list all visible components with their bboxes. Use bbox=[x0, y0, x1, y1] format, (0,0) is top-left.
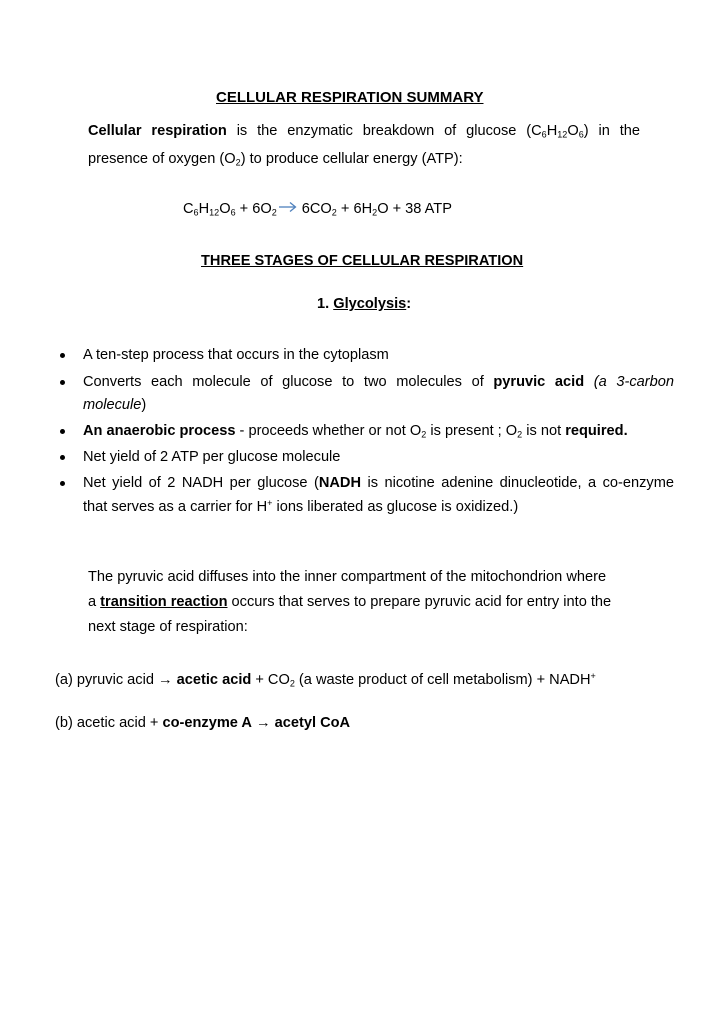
intro-line-1: Cellular respiration is the enzymatic breakdown of glucose $(C_6H_{12}O_6)$ in the bbox=[88, 123, 640, 140]
reaction-b: (b) acetic acid + co-enzyme A → acetyl CoA bbox=[55, 715, 351, 731]
list-item: Converts each molecule of glucose to two molecules of pyruvic acid (a 3-carbon bbox=[83, 374, 674, 390]
list-item: A ten-step process that occurs in the cytoplasm bbox=[83, 347, 389, 363]
transition-line-1: The pyruvic acid diffuses into the inner compartment of the mitochondrion where bbox=[88, 569, 607, 585]
list-item-continuation: molecule) bbox=[83, 397, 147, 413]
list-item: Net yield of 2 ATP per glucose molecule bbox=[83, 449, 341, 465]
bullet-icon bbox=[60, 455, 65, 460]
respiration-equation: $C_6H_{12}O_6 + 6O_2$ $6CO_2 + 6H_2O + 38$ ATP bbox=[183, 201, 452, 218]
bullet-icon bbox=[60, 481, 65, 486]
transition-line-3: next stage of respiration: bbox=[88, 619, 248, 635]
page-title: CELLULAR RESPIRATION SUMMARY bbox=[216, 89, 484, 106]
bullet-icon bbox=[60, 380, 65, 385]
list-item: An anaerobic process - proceeds whether or not $O_2$ is present ; $O_2$ is not required. bbox=[83, 423, 628, 440]
bullet-icon bbox=[60, 353, 65, 358]
intro-line-2: presence of oxygen $(O_2)$ to produce cellular energy (ATP): bbox=[88, 151, 463, 168]
bullet-icon bbox=[60, 429, 65, 434]
reaction-a: (a) pyruvic acid → acetic acid + $CO_2$ (a waste product of cell metabolism) + NADH+ bbox=[55, 671, 596, 689]
list-item-continuation: that serves as a carrier for H+ ions liberated as glucose is oxidized.) bbox=[83, 498, 519, 515]
right-arrow-icon bbox=[278, 201, 298, 217]
list-item: Net yield of 2 NADH per glucose (NADH is nicotine adenine dinucleotide, a co-enzyme bbox=[83, 475, 674, 491]
glycolysis-heading: 1. Glycolysis: bbox=[317, 296, 412, 312]
intro-term: Cellular respiration bbox=[88, 123, 227, 139]
stages-heading: THREE STAGES OF CELLULAR RESPIRATION bbox=[201, 253, 524, 269]
transition-line-2: a transition reaction occurs that serves to prepare pyruvic acid for entry into the bbox=[88, 594, 612, 610]
